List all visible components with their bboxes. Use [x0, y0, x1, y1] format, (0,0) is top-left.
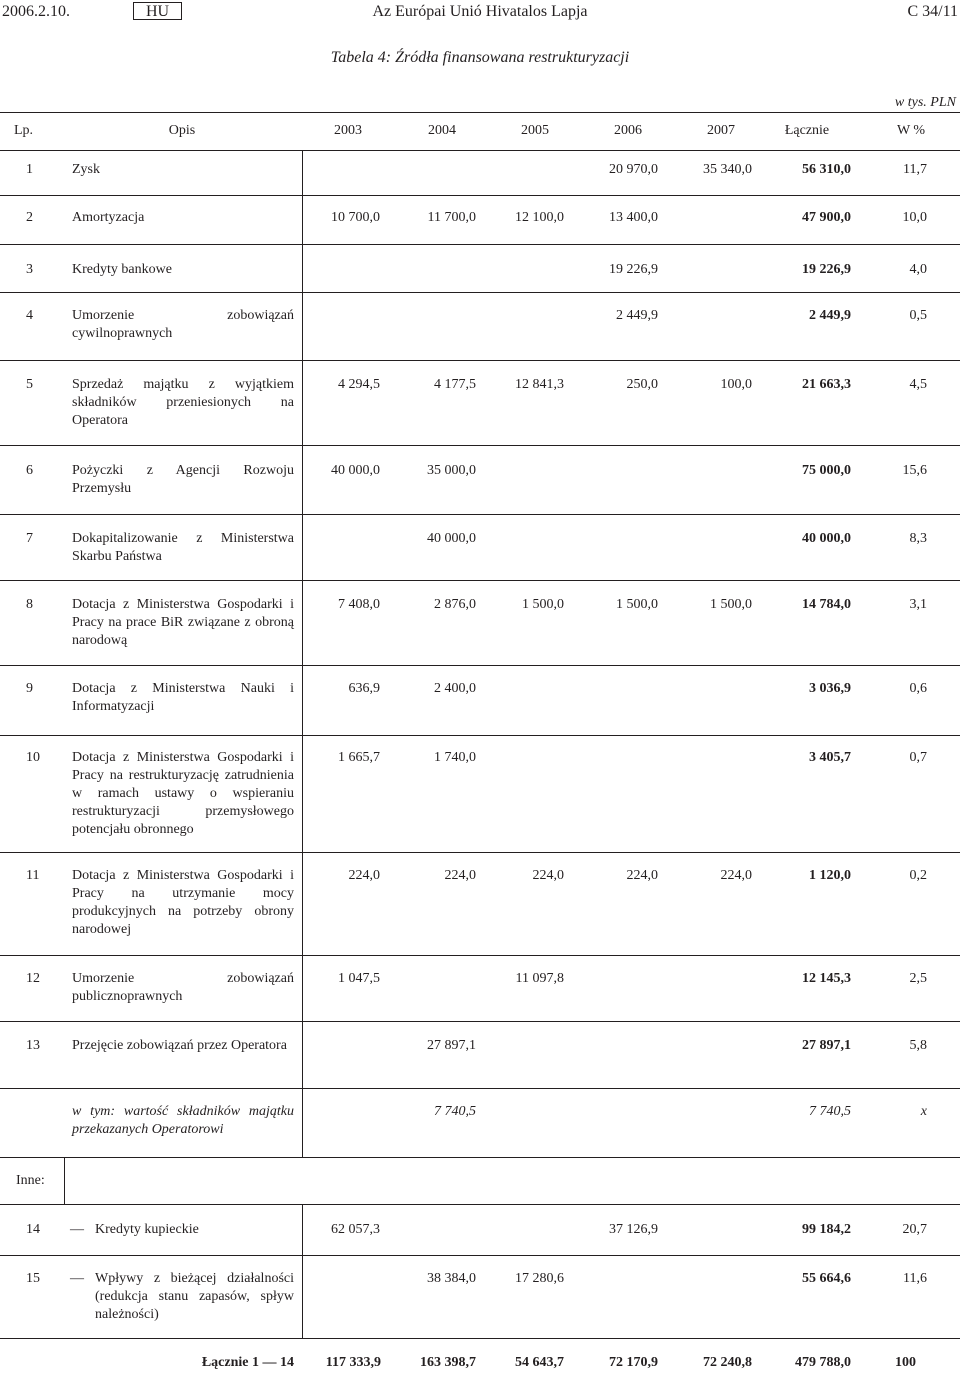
row-description: Kredyty bankowe [72, 262, 172, 277]
column-header-8: W % [896, 123, 926, 138]
row-description: Dotacja z Ministerstwa Gospodarki i Pracy na utrzymanie mocy produkcyjnych na potrzeby obrony narodowej [72, 868, 294, 937]
row-description: Dotacja z Ministerstwa Gospodarki i Pracy na restrukturyzację zatrudnienia w ramach ustawy o wspieraniu restrukturyzacji przemysłowego potencjału obronnego [72, 750, 294, 837]
row-divider [0, 852, 960, 853]
row-value-total: 3 405,7 [809, 750, 851, 765]
row-value-pct: x [920, 1104, 927, 1119]
row-value-total: 7 740,5 [809, 1104, 851, 1119]
row-value-y2007: 1 500,0 [710, 597, 752, 612]
row-value-pct: 4,5 [909, 377, 927, 392]
column-header-7: Łącznie [784, 123, 830, 138]
row-divider [0, 1204, 960, 1205]
column-header-0: Lp. [14, 123, 34, 138]
row-number: 8 [26, 597, 33, 612]
row-divider [0, 244, 960, 245]
row-description: Zysk [72, 162, 100, 177]
unit-label: w tys. PLN [894, 95, 956, 110]
row-number: 15 [26, 1271, 40, 1286]
row-value-y2004: 11 700,0 [427, 210, 476, 225]
row-value-total: 21 663,3 [802, 377, 851, 392]
row-description: Kredyty kupieckie [95, 1222, 199, 1237]
row-value-y2003: 636,9 [348, 681, 380, 696]
row-description: w tym: wartość składników majątku przekazanych Operatorowi [72, 1104, 294, 1137]
row-value-y2006: 1 500,0 [616, 597, 658, 612]
row-value-pct: 3,1 [909, 597, 927, 612]
row-number: 2 [26, 210, 33, 225]
row-divider [0, 955, 960, 956]
row-value-y2006: 224,0 [626, 868, 658, 883]
row-value-y2005: 12 100,0 [515, 210, 564, 225]
row-value-pct: 2,5 [909, 971, 927, 986]
row-divider [0, 292, 960, 293]
row-divider [0, 1255, 960, 1256]
row-description: Wpływy z bieżącej działalności (redukcja stanu zapasów, spływ należności) [95, 1271, 294, 1322]
row-value-y2005: 1 500,0 [522, 597, 564, 612]
row-value-pct: 8,3 [909, 531, 927, 546]
row-value-y2006: 250,0 [626, 377, 658, 392]
row-value-y2004: 27 897,1 [427, 1038, 476, 1053]
row-value-y2003: 10 700,0 [331, 210, 380, 225]
row-value-y2005: 11 097,8 [515, 971, 564, 986]
sum-value-y2005: 54 643,7 [515, 1355, 564, 1370]
row-value-y2003: 1 665,7 [338, 750, 380, 765]
row-description: Amortyzacja [72, 210, 145, 225]
row-value-y2003: 40 000,0 [331, 463, 380, 478]
row-value-total: 3 036,9 [809, 681, 851, 696]
table-title: Tabela 4: Źródła finansowana restrukturyzacji [330, 49, 630, 66]
row-description: Dotacja z Ministerstwa Gospodarki i Pracy na prace BiR związane z obroną narodową [72, 597, 294, 648]
row-divider [0, 1088, 960, 1089]
row-description: Dokapitalizowanie z Ministerstwa Skarbu Państwa [72, 531, 294, 564]
row-divider [0, 514, 960, 515]
row-value-pct: 0,7 [909, 750, 927, 765]
row-value-total: 27 897,1 [802, 1038, 851, 1053]
row-value-y2004: 35 000,0 [427, 463, 476, 478]
row-value-total: 47 900,0 [802, 210, 851, 225]
row-value-y2006: 37 126,9 [609, 1222, 658, 1237]
row-value-y2007: 35 340,0 [703, 162, 752, 177]
row-divider [0, 1157, 960, 1158]
row-description: Umorzenie zobowiązań cywilnoprawnych [72, 308, 294, 341]
row-value-total: 40 000,0 [802, 531, 851, 546]
row-value-total: 19 226,9 [802, 262, 851, 277]
row-dash: — [70, 1222, 84, 1237]
row-value-y2004: 4 177,5 [434, 377, 476, 392]
row-value-y2007: 100,0 [720, 377, 752, 392]
header-journal-title: Az Európai Unió Hivatalos Lapja [372, 3, 588, 20]
row-value-pct: 11,6 [903, 1271, 927, 1286]
row-value-y2004: 7 740,5 [434, 1104, 476, 1119]
row-description: Przejęcie zobowiązań przez Operatora [72, 1038, 287, 1053]
row-divider [0, 195, 960, 196]
row-value-y2003: 224,0 [348, 868, 380, 883]
row-value-total: 12 145,3 [802, 971, 851, 986]
row-divider [0, 1021, 960, 1022]
header-page-number: C 34/11 [907, 3, 958, 20]
row-value-y2003: 1 047,5 [338, 971, 380, 986]
row-description: Dotacja z Ministerstwa Nauki i Informatyzacji [72, 681, 294, 714]
sum-value-y2004: 163 398,7 [420, 1355, 476, 1370]
column-divider [302, 150, 303, 1157]
column-header-5: 2006 [614, 123, 642, 138]
row-value-y2004: 2 400,0 [434, 681, 476, 696]
row-value-pct: 5,8 [909, 1038, 927, 1053]
sum-value-y2006: 72 170,9 [609, 1355, 658, 1370]
column-header-1: Opis [168, 123, 196, 138]
row-value-y2004: 38 384,0 [427, 1271, 476, 1286]
column-header-4: 2005 [521, 123, 549, 138]
row-value-total: 56 310,0 [802, 162, 851, 177]
row-number: 12 [26, 971, 40, 986]
row-value-y2003: 4 294,5 [338, 377, 380, 392]
row-value-pct: 20,7 [902, 1222, 927, 1237]
row-value-y2004: 40 000,0 [427, 531, 476, 546]
sum-value-y2003: 117 333,9 [325, 1355, 381, 1370]
row-value-y2003: 62 057,3 [331, 1222, 380, 1237]
row-value-y2006: 20 970,0 [609, 162, 658, 177]
row-number: 7 [26, 531, 33, 546]
other-section-label: Inne: [16, 1173, 45, 1188]
row-number: 9 [26, 681, 33, 696]
row-value-total: 2 449,9 [809, 308, 851, 323]
row-value-pct: 15,6 [902, 463, 927, 478]
row-value-pct: 0,5 [909, 308, 927, 323]
row-description: Sprzedaż majątku z wyjątkiem składników przeniesionych na Operatora [72, 377, 294, 428]
row-divider [0, 150, 960, 151]
row-divider [0, 1338, 960, 1339]
row-value-y2003: 7 408,0 [338, 597, 380, 612]
row-value-y2006: 2 449,9 [616, 308, 658, 323]
row-number: 13 [26, 1038, 40, 1053]
row-number: 10 [26, 750, 40, 765]
row-value-pct: 10,0 [902, 210, 927, 225]
sum-value-y2007: 72 240,8 [703, 1355, 752, 1370]
row-value-y2004: 2 876,0 [434, 597, 476, 612]
row-value-pct: 11,7 [903, 162, 927, 177]
row-value-y2005: 12 841,3 [515, 377, 564, 392]
row-number: 4 [26, 308, 33, 323]
row-number: 11 [26, 868, 40, 883]
row-value-y2006: 19 226,9 [609, 262, 658, 277]
row-value-total: 75 000,0 [802, 463, 851, 478]
row-number: 14 [26, 1222, 40, 1237]
header-language-box: HU [133, 2, 182, 20]
row-value-y2007: 224,0 [720, 868, 752, 883]
column-divider [64, 1157, 65, 1204]
sum-row-label: Łącznie 1 — 14 [201, 1355, 294, 1370]
row-value-pct: 0,6 [909, 681, 927, 696]
row-number: 1 [26, 162, 33, 177]
row-number: 3 [26, 262, 33, 277]
row-divider [0, 445, 960, 446]
row-divider [0, 665, 960, 666]
row-dash: — [70, 1271, 84, 1286]
row-number: 5 [26, 377, 33, 392]
row-value-y2006: 13 400,0 [609, 210, 658, 225]
row-value-y2004: 1 740,0 [434, 750, 476, 765]
column-header-2: 2003 [334, 123, 362, 138]
row-description: Pożyczki z Agencji Rozwoju Przemysłu [72, 463, 294, 496]
row-divider [0, 580, 960, 581]
row-number: 6 [26, 463, 33, 478]
row-value-total: 1 120,0 [809, 868, 851, 883]
page-header [0, 0, 960, 24]
sum-value-total: 479 788,0 [795, 1355, 851, 1370]
row-value-y2005: 224,0 [532, 868, 564, 883]
row-value-y2004: 224,0 [444, 868, 476, 883]
row-divider [0, 735, 960, 736]
row-value-total: 99 184,2 [802, 1222, 851, 1237]
header-date: 2006.2.10. [2, 3, 70, 20]
row-divider [0, 112, 960, 113]
row-value-total: 14 784,0 [802, 597, 851, 612]
column-header-3: 2004 [428, 123, 456, 138]
row-description: Umorzenie zobowiązań publicznoprawnych [72, 971, 294, 1004]
row-value-pct: 0,2 [909, 868, 927, 883]
column-header-6: 2007 [707, 123, 735, 138]
row-value-pct: 4,0 [909, 262, 927, 277]
row-value-y2005: 17 280,6 [515, 1271, 564, 1286]
row-divider [0, 360, 960, 361]
row-value-total: 55 664,6 [802, 1271, 851, 1286]
sum-value-pct: 100 [895, 1355, 916, 1370]
